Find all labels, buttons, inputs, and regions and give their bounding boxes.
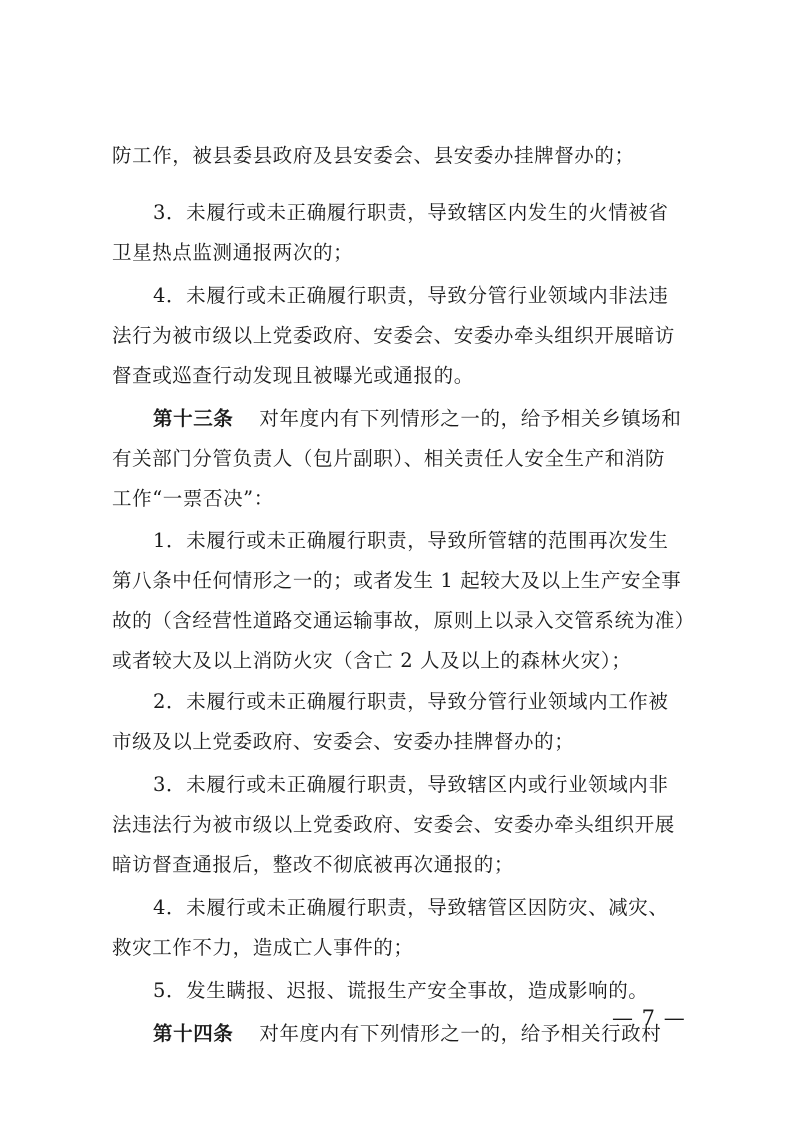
line-text: 督查或巡查行动发现且被曝光或通报的。 [112,364,474,387]
text-line [153,772,669,798]
line-text: 法行为被市级以上党委政府、安委会、安委办牵头组织开展暗访 [112,324,675,347]
text-line [153,200,669,226]
text-line [112,143,635,169]
text-line [112,363,474,389]
line-text: 故的（含经营性道路交通运输事故，原则上以录入交管系统为准） [112,609,695,632]
line-text: 防工作，被县委县政府及县安委会、县安委办挂牌督办的； [112,144,635,167]
line-text: 对年度内有下列情形之一的，给予相关乡镇场和 [259,407,682,430]
text-line [153,528,669,554]
text-line [112,852,514,878]
text-line [112,608,695,634]
line-text: 市级及以上党委政府、安委会、安委办挂牌督办的； [112,730,575,753]
line-text: 3．未履行或未正确履行职责，导致辖区内发生的火情被省 [153,201,669,224]
text-line [112,935,414,961]
line-text: 4．未履行或未正确履行职责，导致分管行业领域内非法违 [153,284,669,307]
text-line [112,240,353,266]
text-line [153,895,669,921]
line-text: 4．未履行或未正确履行职责，导致辖管区因防灾、减灾、 [153,896,669,919]
line-text: 2．未履行或未正确履行职责，导致分管行业领域内工作被 [153,690,669,713]
line-text: 有关部门分管负责人（包片副职）、相关责任人安全生产和消防 [112,447,666,470]
line-text: 1．未履行或未正确履行职责，导致所管辖的范围再次发生 [153,529,669,552]
text-line [153,406,682,432]
text-line [153,978,648,1004]
text-line [153,1021,661,1047]
text-line [153,283,669,309]
text-line [112,446,665,472]
text-line [153,689,669,715]
line-text: 3．未履行或未正确履行职责，导致辖区内或行业领域内非 [153,773,669,796]
line-text: 或者较大及以上消防火灾（含亡 2 人及以上的森林火灾）； [112,649,632,672]
text-line [112,568,681,594]
line-text: 暗访督查通报后，整改不彻底被再次通报的； [112,853,515,876]
line-text: 工作“一票否决”： [112,487,274,510]
line-text: 5．发生瞒报、迟报、谎报生产安全事故，造成影响的。 [153,979,649,1002]
page-number: — 7 — [612,1006,686,1030]
line-text: 法违法行为被市级以上党委政府、安委会、安委办牵头组织开展 [112,813,675,836]
article-heading: 第十四条 [153,1022,234,1045]
line-text: 卫星热点监测通报两次的； [112,241,354,264]
text-line [112,812,675,838]
article-heading: 第十三条 [153,407,234,430]
line-text: 第八条中任何情形之一的；或者发生 1 起较大及以上生产安全事 [112,569,682,592]
line-text: 对年度内有下列情形之一的，给予相关行政村 [259,1022,662,1045]
text-line [112,729,574,755]
text-line [112,648,631,674]
text-line [112,323,675,349]
text-line [112,486,274,512]
line-text: 救灾工作不力，造成亡人事件的； [112,936,414,959]
